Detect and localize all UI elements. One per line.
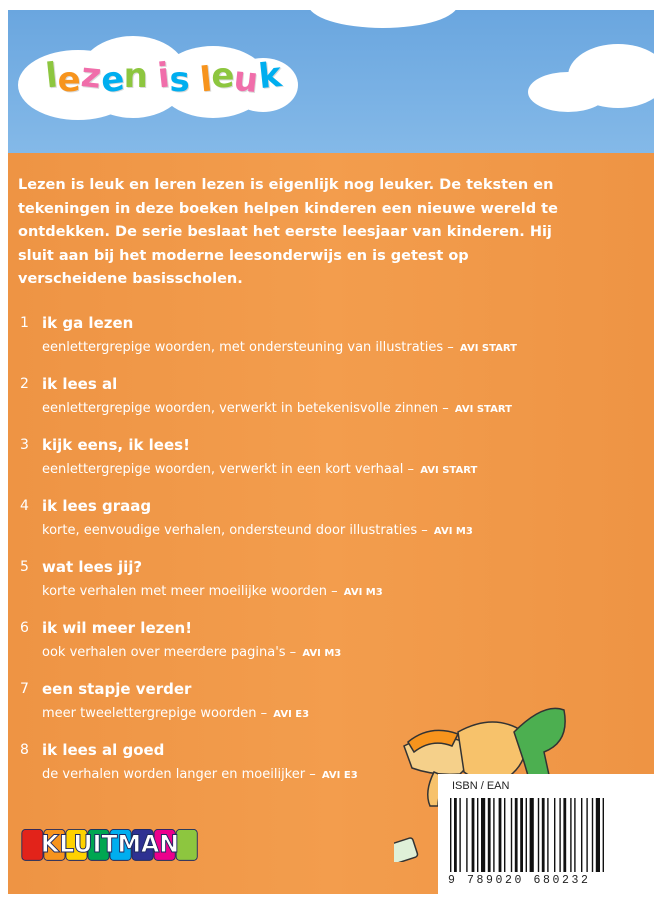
logo-letter: s — [169, 60, 190, 100]
barcode-bar — [511, 798, 512, 872]
logo-letter: i — [155, 55, 172, 97]
publisher-name: KLUITMAN — [40, 830, 180, 859]
book-description — [42, 462, 477, 477]
book-title: ik wil meer lezen! — [42, 619, 193, 637]
barcode-bar — [530, 798, 534, 872]
logo-letter: n — [123, 56, 148, 96]
book-number: 5 — [20, 559, 29, 575]
publisher-logo-block — [22, 829, 43, 860]
barcode-bar — [526, 798, 527, 872]
cloud — [528, 72, 608, 112]
barcode-panel — [438, 774, 654, 894]
barcode-bar — [504, 798, 505, 872]
book-description — [42, 523, 473, 538]
book-description-text: korte, eenvoudige verhalen, ondersteund door illustraties – — [42, 523, 428, 538]
logo-letter: u — [232, 58, 261, 102]
barcode-bar — [603, 798, 604, 872]
barcode-bar — [520, 798, 523, 872]
cloud — [308, 10, 458, 28]
barcode-bar — [481, 798, 485, 872]
book-number: 6 — [20, 620, 29, 636]
barcode-bar — [592, 798, 593, 872]
book-description-text: eenlettergrepige woorden, verwerkt in een kort verhaal – — [42, 462, 415, 477]
book-title: ik lees graag — [42, 497, 152, 515]
book-list-item — [18, 558, 638, 619]
avi-level: AVI START — [454, 404, 512, 415]
logo-letter: l — [43, 55, 60, 97]
barcode-bar — [547, 798, 548, 872]
book-number: 4 — [20, 498, 29, 514]
logo-letter: k — [256, 54, 284, 98]
book-description — [42, 767, 358, 782]
book-title: ik ga lezen — [42, 314, 134, 332]
barcode-bar — [563, 798, 566, 872]
book-title: een stapje verder — [42, 680, 192, 698]
book-description-text: eenlettergrepige woorden, met ondersteuning van illustraties – — [42, 340, 454, 355]
series-logo — [43, 54, 284, 102]
book-description — [42, 401, 512, 416]
book-description — [42, 584, 383, 599]
book-title: kijk eens, ik lees! — [42, 436, 190, 454]
barcode-bar — [477, 798, 478, 872]
avi-level: AVI E3 — [321, 770, 358, 781]
barcode-bar — [570, 798, 571, 872]
logo-letter: l — [197, 59, 214, 101]
barcode-bar — [542, 798, 545, 872]
logo-letter: e — [98, 58, 126, 102]
book-list-item — [18, 436, 638, 497]
barcode-bar — [454, 798, 457, 872]
book-description-text: ook verhalen over meerdere pagina's – — [42, 645, 297, 660]
avi-level: AVI START — [459, 343, 517, 354]
logo-letter — [190, 86, 200, 87]
logo-letter — [148, 90, 158, 91]
isbn-digits: 9 789020 680232 — [448, 874, 591, 887]
book-number: 8 — [20, 742, 29, 758]
book-number: 2 — [20, 376, 29, 392]
book-back-cover — [8, 10, 654, 894]
barcode-bar — [466, 798, 467, 872]
barcode-bar — [493, 798, 494, 872]
barcode-bar — [515, 798, 518, 872]
barcode-bar — [488, 798, 491, 872]
barcode-bar — [472, 798, 475, 872]
book-description-text: meer tweelettergrepige woorden – — [42, 706, 268, 721]
barcode-bar — [559, 798, 560, 872]
book-list-item — [18, 375, 638, 436]
logo-letter: e — [57, 60, 81, 100]
book-description-text: korte verhalen met meer moeilijke woorden – — [42, 584, 338, 599]
barcode-bar — [596, 798, 600, 872]
book-title: wat lees jij? — [42, 558, 143, 576]
book-description-text: eenlettergrepige woorden, verwerkt in betekenisvolle zinnen – — [42, 401, 449, 416]
book-list-item — [18, 497, 638, 558]
barcode-bar — [586, 798, 587, 872]
book-number: 1 — [20, 315, 29, 331]
barcode-bar — [574, 798, 575, 872]
book-list-item — [18, 314, 638, 375]
book-title: ik lees al goed — [42, 741, 165, 759]
barcode-bar — [499, 798, 502, 872]
avi-level: AVI E3 — [273, 709, 310, 720]
logo-letter: e — [211, 56, 235, 96]
avi-level: AVI START — [420, 465, 478, 476]
book-description — [42, 706, 309, 721]
barcode-bar — [538, 798, 539, 872]
barcode-bar — [459, 798, 460, 872]
publisher-logo-block — [176, 829, 197, 860]
book-description-text: de verhalen worden langer en moeilijker – — [42, 767, 316, 782]
sky-banner — [8, 10, 654, 153]
book-number: 7 — [20, 681, 29, 697]
barcode-icon — [448, 798, 646, 872]
avi-level: AVI M3 — [343, 587, 383, 598]
book-description — [42, 340, 517, 355]
barcode-bar — [554, 798, 555, 872]
intro-text: Lezen is leuk en leren lezen is eigenlijk nog leuker. De teksten en tekeningen in deze boeken helpen kinderen een nieuwe wereld te ontdekken. De serie beslaat het eerste leesjaar van kinderen. Hij sluit aan bij het moderne leesonderwijs en is getest op verscheidene basisscholen. — [18, 177, 558, 287]
isbn-label: ISBN / EAN — [452, 780, 510, 792]
publisher-logo — [10, 824, 210, 864]
book-number: 3 — [20, 437, 29, 453]
logo-letter: z — [78, 55, 103, 97]
avi-level: AVI M3 — [302, 648, 342, 659]
book-description — [42, 645, 341, 660]
barcode-bar — [581, 798, 582, 872]
barcode-bar — [450, 798, 451, 872]
book-list-item — [18, 619, 638, 680]
book-title: ik lees al — [42, 375, 118, 393]
avi-level: AVI M3 — [433, 526, 473, 537]
